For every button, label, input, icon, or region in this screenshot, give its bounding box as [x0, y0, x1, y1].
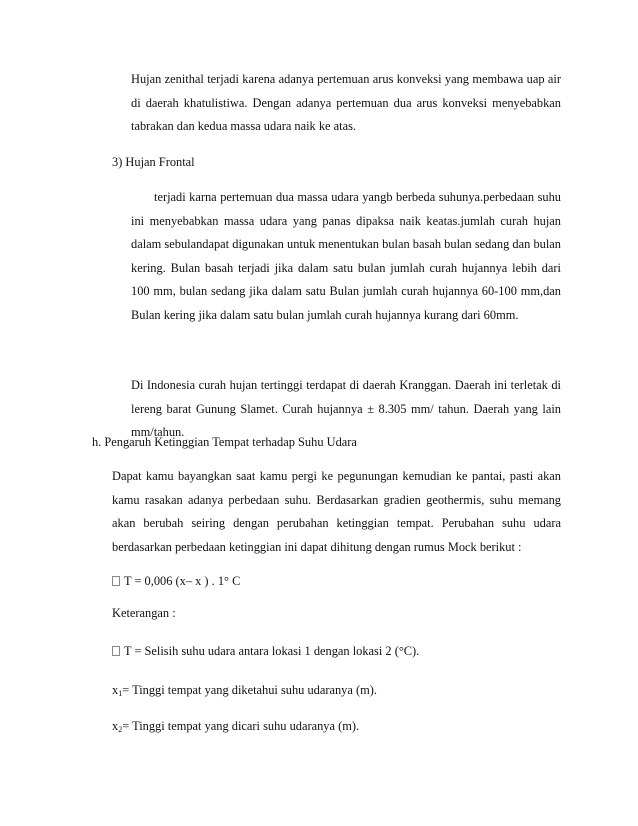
paragraph-hujan-zenithal: Hujan zenithal terjadi karena adanya pertemuan arus konveksi yang membawa uap air di daerah khatulistiwa. Dengan adanya pertemuan dua arus konveksi menyebabkan tabrakan dan kedua massa udara naik ke atas. — [131, 72, 561, 134]
paragraph-curah-hujan-indonesia: Di Indonesia curah hujan tertinggi terdapat di daerah Kranggan. Daerah ini terletak di lereng barat Gunung Slamet. Curah hujannya ± 8.305 mm/ tahun. Daerah yang lain mm/tahun. — [131, 378, 561, 440]
heading-hujan-frontal: 3) Hujan Frontal — [112, 155, 195, 169]
definition-delta-t — [112, 642, 419, 660]
subscript-2: 2 — [118, 725, 123, 734]
definition-delta-t-text: T = Selisih suhu udara antara lokasi 1 dengan lokasi 2 (°C). — [124, 644, 420, 658]
paragraph-rumus-mock-intro: Dapat kamu bayangkan saat kamu pergi ke pegunungan kemudian ke pantai, pasti akan kamu rasakan adanya perbedaan suhu. Berdasarkan gradien geothermis, suhu memang akan berubah seiring dengan perubahan ketinggian tempat. Perubahan suhu udara berdasarkan perbedaan ketinggian ini dapat dihitung dengan rumus Mock berikut : — [112, 469, 561, 554]
variable-x: x — [112, 683, 119, 697]
paragraph-hujan-frontal: terjadi karna pertemuan dua massa udara yangb berbeda suhunya.perbedaan suhu ini menyebabkan massa udara yang panas dipaksa naik keatas.jumlah curah hujan dalam sebulandapat digunakan untuk menentukan bulan basah bulan sedang dan bulan kering. Bulan basah terjadi jika dalam satu bulan jumlah curah hujannya lebih dari 100 mm, bulan sedang jika dalam satu Bulan jumlah curah hujannya 60-100 mm,dan Bulan kering jika dalam satu bulan jumlah curah hujannya kurang dari 60mm. — [131, 190, 561, 322]
subscript-1: 1 — [118, 689, 123, 698]
delta-symbol-icon — [112, 646, 120, 656]
definition-x2-text: = Tinggi tempat yang dicari suhu udaranya (m). — [122, 719, 360, 733]
label-keterangan: Keterangan : — [112, 606, 176, 620]
definition-x2 — [112, 717, 359, 739]
formula-text: T = 0,006 (x– x ) . 1° C — [124, 574, 241, 588]
delta-symbol-icon — [112, 576, 120, 586]
formula-mock — [112, 572, 240, 590]
definition-x1 — [112, 681, 377, 703]
definition-x1-text: = Tinggi tempat yang diketahui suhu udaranya (m). — [122, 683, 377, 697]
variable-x: x — [112, 719, 119, 733]
heading-pengaruh-ketinggian: h. Pengaruh Ketinggian Tempat terhadap Suhu Udara — [92, 435, 357, 449]
